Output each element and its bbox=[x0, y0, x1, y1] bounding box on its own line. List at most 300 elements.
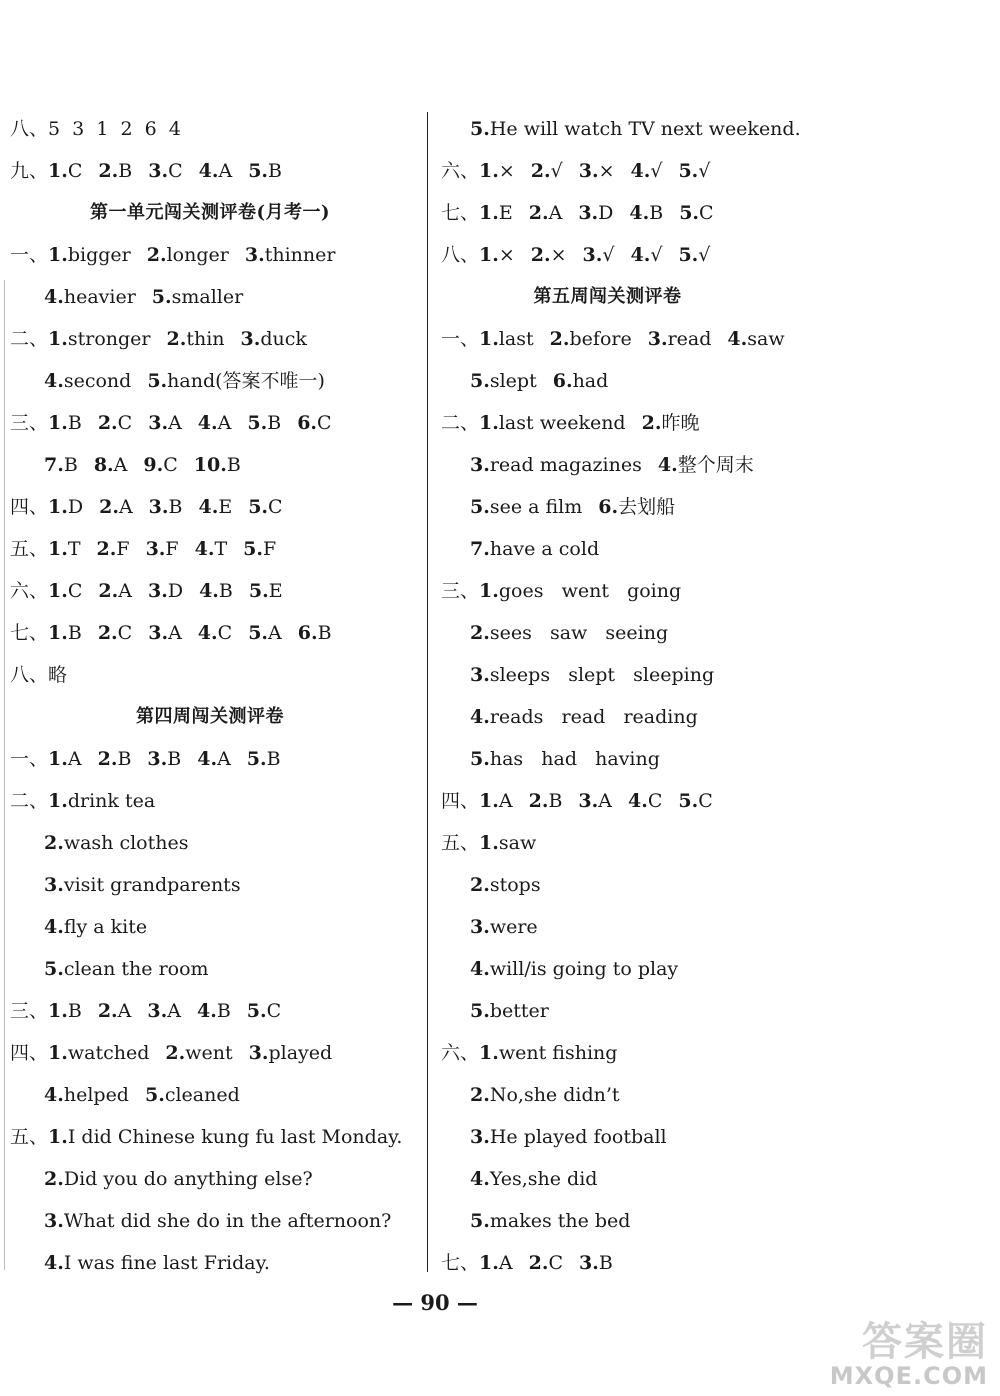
answer-row bbox=[470, 498, 681, 517]
answer-item bbox=[147, 750, 181, 769]
item-answer: He played football bbox=[489, 1126, 667, 1148]
item-number: 1. bbox=[479, 412, 499, 434]
answer-item bbox=[578, 204, 613, 223]
answer-row bbox=[470, 1170, 603, 1189]
item-number: 5. bbox=[144, 1084, 165, 1106]
item-answer: fly a kite bbox=[63, 916, 148, 938]
section-title: 第五周闯关测评卷 bbox=[533, 286, 682, 307]
item-answer: second bbox=[63, 370, 132, 392]
question-section-label: 一、 bbox=[10, 748, 49, 770]
item-number: 3. bbox=[147, 748, 168, 770]
item-answer: B bbox=[649, 202, 664, 224]
item-number: 4. bbox=[197, 412, 218, 434]
item-number: 7. bbox=[470, 538, 490, 560]
answer-item bbox=[529, 1254, 563, 1273]
answer-row bbox=[470, 1128, 673, 1147]
item-answer: A bbox=[113, 454, 128, 476]
item-answer: A bbox=[118, 496, 133, 518]
answer-item bbox=[98, 750, 132, 769]
answer-row bbox=[441, 834, 542, 853]
answer-row bbox=[470, 372, 614, 391]
item-answer: stops bbox=[489, 874, 541, 896]
item-number: 3. bbox=[470, 916, 490, 938]
item-number: 4. bbox=[197, 622, 218, 644]
item-number: 5. bbox=[470, 1000, 490, 1022]
item-number: 4. bbox=[627, 790, 648, 812]
question-section-label: 五、 bbox=[441, 832, 480, 854]
item-number: 2. bbox=[530, 160, 551, 182]
item-number: 4. bbox=[198, 160, 219, 182]
answer-item bbox=[470, 1086, 620, 1105]
question-section-label: 八、 bbox=[441, 244, 480, 266]
answer-item bbox=[48, 540, 81, 559]
item-answer: visit grandparents bbox=[63, 874, 241, 896]
item-number: 4. bbox=[44, 286, 64, 308]
item-answer: He will watch TV next weekend. bbox=[489, 118, 801, 140]
item-number: 1. bbox=[479, 1252, 499, 1274]
question-section-label: 一、 bbox=[441, 328, 480, 350]
item-answer: E bbox=[498, 202, 513, 224]
item-answer: A bbox=[67, 748, 82, 770]
item-number: 1. bbox=[48, 538, 68, 560]
item-answer: A bbox=[118, 580, 132, 602]
answer-item bbox=[631, 162, 663, 181]
answer-item bbox=[44, 960, 209, 979]
question-section-label: 三、 bbox=[10, 412, 49, 434]
answer-item bbox=[197, 750, 231, 769]
item-answer: C bbox=[266, 1000, 282, 1022]
answer-item bbox=[248, 498, 282, 517]
item-answer: I was fine last Friday. bbox=[63, 1252, 270, 1274]
item-answer: read bbox=[667, 328, 712, 350]
item-number: 1. bbox=[48, 1042, 68, 1064]
item-answer: 5 3 1 2 6 4 bbox=[48, 118, 181, 140]
item-number: 2. bbox=[99, 496, 119, 518]
answer-item bbox=[648, 330, 712, 349]
item-answer: A bbox=[598, 790, 612, 812]
item-number: 2. bbox=[98, 160, 119, 182]
item-answer: × bbox=[498, 244, 515, 266]
item-number: 4. bbox=[197, 748, 218, 770]
answer-item bbox=[44, 1170, 313, 1189]
question-section-label: 四、 bbox=[441, 790, 480, 812]
answer-item bbox=[94, 456, 128, 475]
item-answer: C bbox=[548, 1252, 563, 1274]
answer-item bbox=[470, 1170, 597, 1189]
item-answer: smaller bbox=[171, 286, 244, 308]
item-number: 2. bbox=[97, 412, 118, 434]
item-number: 5. bbox=[470, 370, 490, 392]
item-answer: thinner bbox=[264, 244, 336, 266]
answer-row bbox=[441, 330, 791, 349]
answer-item bbox=[48, 1128, 402, 1147]
question-section-label: 六、 bbox=[441, 160, 480, 182]
answer-item bbox=[44, 1212, 391, 1231]
answer-item bbox=[658, 456, 754, 475]
item-answer: sees saw seeing bbox=[489, 622, 669, 644]
answer-item bbox=[470, 750, 660, 769]
item-number: 1. bbox=[479, 160, 499, 182]
item-answer: C bbox=[699, 202, 714, 224]
item-number: 5. bbox=[248, 496, 269, 518]
item-answer: saw bbox=[498, 832, 537, 854]
item-number: 3. bbox=[145, 538, 166, 560]
item-answer: played bbox=[268, 1042, 333, 1064]
answer-item bbox=[48, 792, 155, 811]
answer-item bbox=[145, 1086, 240, 1105]
item-answer: B bbox=[317, 622, 332, 644]
answer-item bbox=[678, 246, 710, 265]
item-number: 1. bbox=[479, 202, 499, 224]
item-number: 5. bbox=[248, 622, 269, 644]
item-number: 3. bbox=[470, 1126, 490, 1148]
answer-item bbox=[578, 792, 612, 811]
answer-row bbox=[44, 288, 249, 307]
item-answer: B bbox=[216, 1000, 231, 1022]
item-number: 3. bbox=[470, 454, 490, 476]
item-number: 3. bbox=[578, 202, 599, 224]
item-number: 3. bbox=[248, 1042, 269, 1064]
item-answer: slept bbox=[489, 370, 537, 392]
item-number: 3. bbox=[470, 664, 490, 686]
answer-row bbox=[470, 1002, 555, 1021]
item-number: 3. bbox=[147, 580, 168, 602]
answer-item bbox=[148, 414, 182, 433]
answer-item bbox=[631, 246, 663, 265]
item-answer: D bbox=[67, 496, 84, 518]
item-answer: C bbox=[647, 790, 663, 812]
answer-item bbox=[48, 330, 150, 349]
binding-edge-line bbox=[4, 280, 5, 1270]
item-answer: went fishing bbox=[498, 1042, 618, 1064]
item-number: 2. bbox=[166, 328, 187, 350]
item-answer: A bbox=[498, 1252, 513, 1274]
item-answer: C bbox=[268, 496, 283, 518]
answer-row bbox=[470, 960, 684, 979]
answer-row bbox=[10, 582, 289, 601]
item-number: 5. bbox=[678, 790, 699, 812]
item-answer: 略 bbox=[48, 664, 68, 686]
question-section-label: 八、 bbox=[10, 664, 49, 686]
watermark-url: MXQE.COM bbox=[829, 1362, 988, 1390]
answer-item bbox=[98, 162, 132, 181]
answer-item bbox=[98, 1002, 132, 1021]
item-number: 2. bbox=[44, 832, 64, 854]
item-number: 2. bbox=[96, 538, 117, 560]
item-answer: √ bbox=[550, 160, 563, 182]
answer-item bbox=[44, 288, 136, 307]
answer-item bbox=[247, 414, 281, 433]
item-answer: stronger bbox=[67, 328, 151, 350]
item-answer: duck bbox=[260, 328, 307, 350]
item-answer: B bbox=[267, 412, 282, 434]
item-answer: A bbox=[268, 622, 282, 644]
question-section-label: 二、 bbox=[10, 790, 49, 812]
answer-item bbox=[44, 1254, 270, 1273]
item-number: 5. bbox=[470, 1210, 490, 1232]
item-number: 5. bbox=[470, 496, 490, 518]
answer-item bbox=[44, 834, 189, 853]
answer-item bbox=[152, 288, 243, 307]
answer-item bbox=[470, 1002, 549, 1021]
item-number: 2. bbox=[528, 1252, 549, 1274]
answer-row bbox=[44, 1212, 397, 1231]
item-answer: sleeps slept sleeping bbox=[489, 664, 715, 686]
watermark-logo: 答案圈 bbox=[862, 1319, 988, 1365]
answer-item bbox=[48, 1044, 149, 1063]
item-answer: A bbox=[218, 160, 233, 182]
item-answer: 去划船 bbox=[618, 496, 676, 518]
item-number: 6. bbox=[297, 412, 318, 434]
answer-item bbox=[48, 246, 131, 265]
item-answer: Did you do anything else? bbox=[63, 1168, 313, 1190]
answer-row bbox=[441, 1044, 623, 1063]
item-answer: B bbox=[268, 160, 282, 182]
answer-item bbox=[48, 414, 82, 433]
answer-row bbox=[470, 456, 760, 475]
question-section-label: 二、 bbox=[441, 412, 480, 434]
item-answer: B bbox=[167, 748, 182, 770]
answer-item bbox=[678, 792, 712, 811]
question-section-label: 五、 bbox=[10, 538, 49, 560]
answer-item bbox=[48, 162, 82, 181]
answer-row bbox=[10, 666, 73, 685]
item-number: 3. bbox=[578, 160, 599, 182]
answer-item bbox=[470, 666, 714, 685]
item-answer: B bbox=[63, 454, 78, 476]
item-answer: B bbox=[598, 1252, 613, 1274]
item-number: 5. bbox=[246, 1000, 267, 1022]
question-section-label: 六、 bbox=[10, 580, 49, 602]
item-answer: drink tea bbox=[67, 790, 156, 812]
item-answer: A bbox=[217, 748, 231, 770]
item-answer: have a cold bbox=[489, 538, 600, 560]
answer-item bbox=[479, 834, 536, 853]
answer-item bbox=[470, 624, 668, 643]
item-answer: F bbox=[165, 538, 179, 560]
answer-item bbox=[48, 666, 67, 685]
item-answer: A bbox=[217, 412, 232, 434]
item-answer: makes the bed bbox=[489, 1210, 631, 1232]
item-answer: C bbox=[217, 622, 233, 644]
item-answer: √ bbox=[650, 244, 663, 266]
item-number: 5. bbox=[248, 580, 269, 602]
answer-item bbox=[197, 1002, 231, 1021]
answer-item bbox=[241, 330, 307, 349]
item-answer: × bbox=[598, 160, 615, 182]
item-number: 4. bbox=[44, 370, 64, 392]
item-number: 2. bbox=[146, 244, 167, 266]
item-number: 1. bbox=[48, 412, 68, 434]
answer-row bbox=[44, 1086, 246, 1105]
item-number: 2. bbox=[528, 202, 549, 224]
item-number: 2. bbox=[97, 748, 118, 770]
answer-row bbox=[470, 1086, 626, 1105]
item-number: 4. bbox=[199, 580, 219, 602]
question-section-label: 四、 bbox=[10, 1042, 49, 1064]
watermark bbox=[804, 1310, 994, 1390]
question-section-label: 四、 bbox=[10, 496, 49, 518]
item-answer: C bbox=[117, 622, 133, 644]
answer-item bbox=[147, 372, 325, 391]
answer-row bbox=[441, 1254, 619, 1273]
answer-item bbox=[553, 372, 609, 391]
answer-row bbox=[470, 918, 544, 937]
answer-row bbox=[10, 330, 313, 349]
item-answer: B bbox=[218, 580, 233, 602]
answer-item bbox=[678, 162, 710, 181]
question-section-label: 六、 bbox=[441, 1042, 480, 1064]
item-answer: bigger bbox=[67, 244, 131, 266]
answer-item bbox=[98, 582, 132, 601]
answer-row bbox=[470, 120, 807, 139]
section-title: 第一单元闯关测评卷(月考一) bbox=[89, 202, 331, 223]
item-answer: clean the room bbox=[63, 958, 209, 980]
item-number: 2. bbox=[470, 622, 490, 644]
item-answer: watched bbox=[67, 1042, 150, 1064]
answer-row bbox=[44, 1254, 276, 1273]
answer-row bbox=[10, 540, 282, 559]
question-section-label: 三、 bbox=[441, 580, 480, 602]
item-answer: √ bbox=[698, 160, 711, 182]
item-answer: √ bbox=[698, 244, 711, 266]
item-number: 3. bbox=[44, 874, 64, 896]
item-number: 3. bbox=[148, 412, 169, 434]
item-number: 1. bbox=[479, 790, 499, 812]
item-number: 1. bbox=[479, 832, 499, 854]
item-answer: √ bbox=[650, 160, 663, 182]
item-number: 2. bbox=[470, 874, 490, 896]
item-answer: B bbox=[266, 748, 281, 770]
answer-row bbox=[10, 1128, 408, 1147]
item-number: 5. bbox=[678, 160, 699, 182]
answer-item bbox=[247, 1002, 281, 1021]
answer-item bbox=[529, 204, 563, 223]
answer-item bbox=[48, 498, 83, 517]
item-answer: thin bbox=[186, 328, 225, 350]
answer-item bbox=[297, 414, 331, 433]
item-number: 4. bbox=[470, 958, 490, 980]
answer-item bbox=[248, 162, 282, 181]
item-answer: B bbox=[117, 748, 132, 770]
question-section-label: 二、 bbox=[10, 328, 49, 350]
answer-item bbox=[470, 456, 642, 475]
answer-row bbox=[441, 246, 716, 265]
answer-item bbox=[479, 1044, 617, 1063]
answer-item bbox=[99, 498, 133, 517]
item-answer: A bbox=[498, 790, 513, 812]
answer-item bbox=[470, 120, 801, 139]
item-number: 3. bbox=[578, 790, 599, 812]
item-number: 2. bbox=[641, 412, 662, 434]
answer-item bbox=[44, 456, 78, 475]
item-number: 5. bbox=[151, 286, 172, 308]
item-number: 1. bbox=[48, 1000, 68, 1022]
item-number: 2. bbox=[97, 1000, 118, 1022]
item-answer: √ bbox=[602, 244, 615, 266]
answer-item bbox=[479, 414, 626, 433]
question-section-label: 八、 bbox=[10, 118, 49, 140]
item-answer: goes went going bbox=[498, 580, 682, 602]
answer-item bbox=[44, 372, 131, 391]
answer-item bbox=[531, 162, 563, 181]
item-answer: C bbox=[117, 412, 133, 434]
answer-item bbox=[249, 582, 283, 601]
answer-row bbox=[441, 414, 705, 433]
item-number: 4. bbox=[630, 160, 651, 182]
answer-item bbox=[148, 162, 182, 181]
answer-item bbox=[531, 246, 567, 265]
item-answer: were bbox=[489, 916, 538, 938]
answer-row bbox=[10, 414, 338, 433]
item-number: 1. bbox=[479, 580, 499, 602]
answer-item bbox=[48, 750, 82, 769]
item-number: 4. bbox=[44, 1084, 64, 1106]
item-answer: last weekend bbox=[498, 412, 626, 434]
item-number: 4. bbox=[727, 328, 748, 350]
item-number: 3. bbox=[582, 244, 603, 266]
answer-item bbox=[199, 582, 233, 601]
item-answer: D bbox=[598, 202, 614, 224]
item-answer: × bbox=[550, 244, 567, 266]
item-answer: cleaned bbox=[164, 1084, 240, 1106]
item-number: 4. bbox=[657, 454, 678, 476]
item-answer: T bbox=[67, 538, 81, 560]
item-number: 1. bbox=[479, 328, 499, 350]
item-answer: No,she didn’t bbox=[489, 1084, 620, 1106]
item-number: 6. bbox=[297, 622, 318, 644]
answer-item bbox=[98, 624, 132, 643]
item-answer: better bbox=[489, 1000, 549, 1022]
item-number: 5. bbox=[44, 958, 64, 980]
item-answer: longer bbox=[166, 244, 229, 266]
answer-item bbox=[479, 1254, 513, 1273]
item-answer: C bbox=[317, 412, 332, 434]
answer-item bbox=[470, 372, 537, 391]
answer-item bbox=[529, 792, 563, 811]
answer-item bbox=[149, 498, 183, 517]
answer-item bbox=[147, 1002, 181, 1021]
answer-item bbox=[248, 624, 282, 643]
answer-row bbox=[470, 876, 547, 895]
item-number: 5. bbox=[246, 748, 267, 770]
item-number: 5. bbox=[248, 160, 269, 182]
answer-row bbox=[470, 1212, 636, 1231]
question-section-label: 三、 bbox=[10, 1000, 49, 1022]
item-number: 4. bbox=[194, 538, 215, 560]
answer-row bbox=[10, 246, 341, 265]
answer-item bbox=[198, 498, 232, 517]
answer-row bbox=[470, 666, 720, 685]
item-number: 5. bbox=[470, 118, 490, 140]
answer-item bbox=[479, 204, 513, 223]
page-number: — 90 — bbox=[392, 1290, 478, 1315]
item-answer: E bbox=[268, 580, 283, 602]
answer-row bbox=[44, 876, 247, 895]
item-answer: 整个周末 bbox=[677, 454, 754, 476]
item-number: 2. bbox=[530, 244, 551, 266]
answer-row bbox=[470, 540, 605, 559]
answer-row bbox=[44, 372, 331, 391]
item-number: 2. bbox=[98, 580, 119, 602]
answer-item bbox=[583, 246, 615, 265]
answer-row bbox=[10, 750, 287, 769]
item-number: 1. bbox=[48, 790, 68, 812]
item-answer: F bbox=[116, 538, 130, 560]
answer-item bbox=[579, 162, 615, 181]
answer-item bbox=[243, 540, 276, 559]
item-answer: before bbox=[569, 328, 632, 350]
